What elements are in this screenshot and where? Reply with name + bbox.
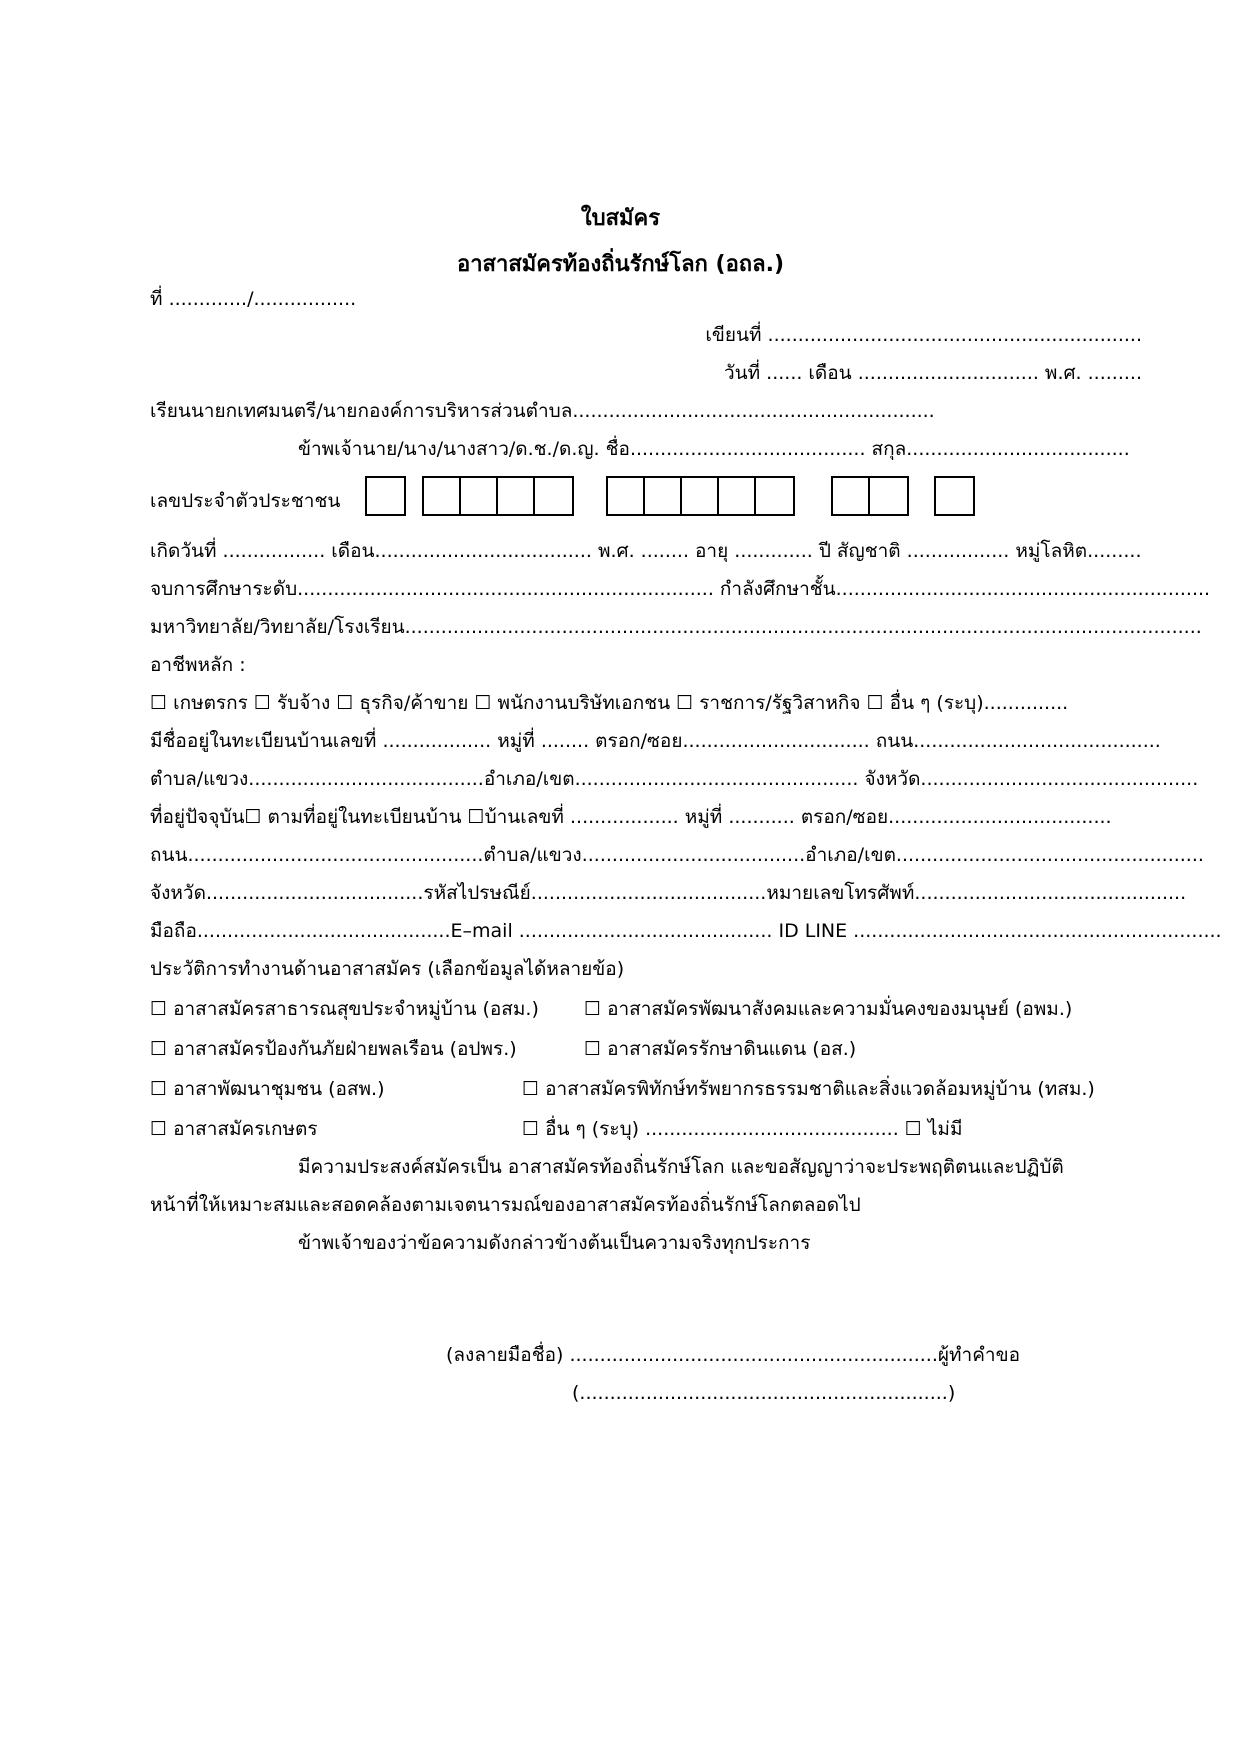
citizen-id-label: เลขประจำตัวประชาชน [150,490,341,512]
province-postal-phone-field[interactable]: จังหวัด....................................รหัสไปรษณีย์.......................................หมายเลขโทรศัพท์............................................. [150,882,1187,904]
declaration-paragraph-1a: มีความประสงค์สมัครเป็น อาสาสมัครท้องถิ่นรักษ์โลก และขอสัญญาว่าจะประพฤติตนและปฏิบัติ [298,1156,1064,1178]
registered-district-field[interactable]: ตำบล/แขวง.......................................อำเภอ/เขต............................................... จังหวัด.............................................. [150,768,1199,790]
form-title: ใบสมัคร [580,206,661,231]
declaration-paragraph-1b: หน้าที่ให้เหมาะสมและสอดคล้องตามเจตนารมณ์ของอาสาสมัครท้องถิ่นรักษ์โลกตลอดไป [150,1194,861,1216]
id-box-group-5[interactable] [934,476,975,516]
volunteer-option-os[interactable]: ☐ อาสาสมัครรักษาดินแดน (อส.) [584,1038,857,1060]
applicant-name-field[interactable]: ข้าพเจ้านาย/นาง/นางสาว/ด.ช./ด.ญ. ชื่อ....................................... สกุล..................................... [298,438,1130,460]
form-subtitle: อาสาสมัครท้องถิ่นรักษ์โลก (อถล.) [456,252,785,277]
salutation-line: เรียนนายกเทศมนตรี/นายกองค์การบริหารส่วนตำบล............................................................ [150,400,935,422]
id-box-group-3[interactable] [606,476,795,516]
volunteer-option-osm[interactable]: ☐ อาสาสมัครสาธารณสุขประจำหมู่บ้าน (อสม.) [150,998,539,1020]
volunteer-option-other[interactable]: ☐ อื่น ๆ (ระบุ) .......................................... ☐ ไม่มี [522,1118,963,1140]
id-digit-box[interactable] [424,478,461,514]
current-road-field[interactable]: ถนน.................................................ตำบล/แขวง.....................................อำเภอ/เขต................................................... [150,844,1204,866]
occupation-label: อาชีพหลัก : [150,654,246,676]
signature-name-field[interactable]: (.............................................................) [572,1382,956,1404]
birth-details-field[interactable]: เกิดวันที่ ................. เดือน.................................... พ.ศ. ........ อายุ ............. ปี สัญชาติ ................. หมู่โลหิต......... [150,540,1142,562]
volunteer-option-oppr[interactable]: ☐ อาสาสมัครป้องกันภัยฝ่ายพลเรือน (อปพร.) [150,1038,517,1060]
current-address-field[interactable]: ที่อยู่ปัจจุบัน☐ ตามที่อยู่ในทะเบียนบ้าน ☐บ้านเลขที่ .................. หมู่ที่ ........... ตรอก/ซอย..................................... [150,806,1112,828]
id-digit-box[interactable] [719,478,756,514]
id-digit-box[interactable] [498,478,535,514]
date-field[interactable]: วันที่ ...... เดือน .............................. พ.ศ. ......... [723,362,1142,384]
id-digit-box[interactable] [936,478,973,514]
school-field[interactable]: มหาวิทยาลัย/วิทยาลัย/โรงเรียน.................................................................................................................................... [150,616,1202,638]
volunteer-option-tsm[interactable]: ☐ อาสาสมัครพิทักษ์ทรัพยากรธรรมชาติและสิ่งแวดล้อมหมู่บ้าน (ทสม.) [522,1078,1095,1100]
id-box-group-4[interactable] [831,476,909,516]
occupation-checkboxes[interactable]: ☐ เกษตรกร ☐ รับจ้าง ☐ ธุรกิจ/ค้าขาย ☐ พนักงานบริษัทเอกชน ☐ ราชการ/รัฐวิสาหกิจ ☐ อื่น ๆ (ระบุ).............. [150,692,1069,714]
id-box-group-2[interactable] [422,476,574,516]
id-digit-box[interactable] [756,478,793,514]
id-digit-box[interactable] [461,478,498,514]
volunteer-option-opm[interactable]: ☐ อาสาสมัครพัฒนาสังคมและความมั่นคงของมนุษย์ (อพม.) [584,998,1073,1020]
id-digit-box[interactable] [535,478,572,514]
written-at-field[interactable]: เขียนที่ .............................................................. [705,324,1142,346]
volunteer-option-osp[interactable]: ☐ อาสาพัฒนาชุมชน (อสพ.) [150,1078,385,1100]
education-field[interactable]: จบการศึกษาระดับ..................................................................... กำลังศึกษาชั้น.............................................................. [150,578,1211,600]
volunteer-option-agriculture[interactable]: ☐ อาสาสมัครเกษตร [150,1118,318,1140]
registered-address-field[interactable]: มีชื่ออยู่ในทะเบียนบ้านเลขที่ .................. หมู่ที่ ........ ตรอก/ซอย............................... ถนน......................................... [150,730,1161,752]
id-digit-box[interactable] [833,478,870,514]
id-digit-box[interactable] [682,478,719,514]
contact-field[interactable]: มือถือ..........................................E–mail .......................................... ID LINE ............................................................. [150,920,1222,942]
volunteer-history-label: ประวัติการทำงานด้านอาสาสมัคร (เลือกข้อมูลได้หลายข้อ) [150,958,625,980]
id-box-group-1[interactable] [365,476,406,516]
declaration-paragraph-2: ข้าพเจ้าของว่าข้อความดังกล่าวข้างต้นเป็นความจริงทุกประการ [298,1232,811,1254]
id-digit-box[interactable] [608,478,645,514]
id-digit-box[interactable] [870,478,907,514]
id-digit-box[interactable] [367,478,404,514]
reference-number-field[interactable]: ที่ ............./................. [150,288,357,310]
id-digit-box[interactable] [645,478,682,514]
signature-field[interactable]: (ลงลายมือชื่อ) .............................................................ผู้ทำคำขอ [446,1344,1020,1366]
